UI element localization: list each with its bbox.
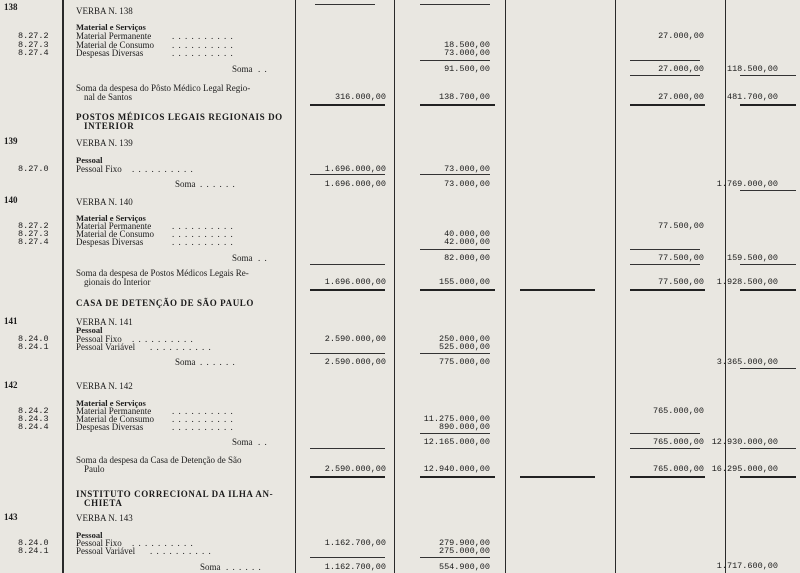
rule <box>420 433 490 434</box>
leader-dots: . . . . . . . . . . <box>150 546 212 556</box>
rule <box>630 104 705 106</box>
item-code: 8.24.3 <box>18 414 49 424</box>
rule <box>420 4 490 5</box>
item-code: 8.24.0 <box>18 538 49 548</box>
value-cell: 27.000,00 <box>658 31 704 41</box>
sub-heading: Material e Serviços <box>76 22 146 32</box>
value-cell: 12.165.000,00 <box>423 437 490 447</box>
verba-title: VERBA N. 138 <box>76 6 133 16</box>
item-code: 8.27.3 <box>18 229 49 239</box>
leader-dots: . . <box>258 64 268 74</box>
item-number: 138 <box>4 2 18 12</box>
rule <box>630 448 700 449</box>
leader-dots: . . . . . . <box>200 179 236 189</box>
value-cell: 275.000,00 <box>438 546 490 556</box>
total-label: Soma da despesa do Pôsto Médico Legal Regio- <box>76 83 251 93</box>
sub-heading: Material e Serviços <box>76 213 146 223</box>
rule <box>630 249 700 250</box>
sub-heading: Pessoal <box>76 155 103 165</box>
value-cell: 73.000,00 <box>444 48 490 58</box>
value-cell: 155.000,00 <box>438 277 490 287</box>
rule <box>630 75 700 76</box>
value-cell: 73.000,00 <box>444 164 490 174</box>
col-rule-4 <box>505 0 506 573</box>
value-cell: 1.696.000,00 <box>324 164 386 174</box>
leader-dots: . . . . . . . . . . <box>150 342 212 352</box>
leader-dots: . . . . . . . . . . <box>172 422 234 432</box>
leader-dots: . . . . . . . . . . <box>172 406 234 416</box>
rule <box>740 104 796 106</box>
item-code: 8.27.4 <box>18 237 49 247</box>
item-code: 8.24.1 <box>18 546 49 556</box>
item-code: 8.27.0 <box>18 164 49 174</box>
rule <box>420 353 490 354</box>
value-cell: 18.500,00 <box>444 40 490 50</box>
item-number: 139 <box>4 136 18 146</box>
value-cell: 27.000,00 <box>658 64 704 74</box>
item-desc: Pessoal Fixo <box>76 538 122 548</box>
value-cell: 481.700,00 <box>726 92 778 102</box>
leader-dots: . . . . . . . . . . <box>172 40 234 50</box>
item-desc: Despesas Diversas <box>76 422 144 432</box>
value-cell: 525.000,00 <box>438 342 490 352</box>
total-label: nal de Santos <box>84 92 132 102</box>
leader-dots: . . . . . . <box>226 562 262 572</box>
value-cell: 775.000,00 <box>438 357 490 367</box>
value-cell: 250.000,00 <box>438 334 490 344</box>
rule <box>420 476 495 478</box>
value-cell: 2.590.000,00 <box>324 464 386 474</box>
value-cell: 118.500,00 <box>726 64 778 74</box>
rule <box>740 368 796 369</box>
section-heading: CHIETA <box>84 498 123 508</box>
leader-dots: . . . . . . . . . . <box>172 48 234 58</box>
value-cell: 554.900,00 <box>438 562 490 572</box>
value-cell: 27.000,00 <box>658 92 704 102</box>
rule <box>740 264 796 265</box>
rule <box>420 249 490 250</box>
value-cell: 12.940.000,00 <box>423 464 490 474</box>
item-desc: Material Permanente <box>76 31 152 41</box>
value-cell: 11.275.000,00 <box>423 414 490 424</box>
value-cell: 40.000,00 <box>444 229 490 239</box>
rule <box>420 60 490 61</box>
leader-dots: . . . . . . . . . . <box>132 538 194 548</box>
value-cell: 1.928.500,00 <box>716 277 778 287</box>
section-heading: POSTOS MÉDICOS LEGAIS REGIONAIS DO <box>76 112 283 122</box>
item-code: 8.24.1 <box>18 342 49 352</box>
soma-label: Soma <box>200 562 221 572</box>
item-desc: Pessoal Fixo <box>76 334 122 344</box>
section-heading: CASA DE DETENÇÃO DE SÃO PAULO <box>76 298 255 308</box>
col-rule-1 <box>62 0 64 573</box>
soma-label: Soma <box>175 357 196 367</box>
value-cell: 16.295.000,00 <box>711 464 778 474</box>
value-cell: 77.500,00 <box>658 221 704 231</box>
rule <box>310 289 385 291</box>
rule <box>310 104 385 106</box>
item-code: 8.24.4 <box>18 422 49 432</box>
leader-dots: . . . . . . . . . . <box>172 221 234 231</box>
value-cell: 765.000,00 <box>652 464 704 474</box>
rule <box>630 476 705 478</box>
rule <box>310 353 385 354</box>
leader-dots: . . <box>258 437 268 447</box>
item-code: 8.27.2 <box>18 31 49 41</box>
value-cell: 1.162.700,00 <box>324 562 386 572</box>
total-label: Paulo <box>84 464 105 474</box>
rule <box>630 60 700 61</box>
item-code: 8.27.3 <box>18 40 49 50</box>
rule <box>310 557 385 558</box>
item-desc: Pessoal Fixo <box>76 164 122 174</box>
sub-heading: Material e Serviços <box>76 398 146 408</box>
verba-title: VERBA N. 143 <box>76 513 133 523</box>
soma-label: Soma <box>232 64 253 74</box>
rule <box>310 476 385 478</box>
total-label: gionais do Interior <box>84 277 151 287</box>
verba-title: VERBA N. 139 <box>76 138 133 148</box>
item-desc: Despesas Diversas <box>76 48 144 58</box>
value-cell: 1.769.000,00 <box>716 179 778 189</box>
rule <box>310 448 385 449</box>
rule <box>740 190 796 191</box>
rule <box>630 264 700 265</box>
item-code: 8.24.0 <box>18 334 49 344</box>
soma-label: Soma <box>232 253 253 263</box>
value-cell: 77.500,00 <box>658 277 704 287</box>
item-desc: Pessoal Variável <box>76 342 136 352</box>
value-cell: 2.590.000,00 <box>324 357 386 367</box>
leader-dots: . . . . . . . . . . <box>132 334 194 344</box>
value-cell: 1.162.700,00 <box>324 538 386 548</box>
rule <box>740 476 796 478</box>
value-cell: 159.500,00 <box>726 253 778 263</box>
soma-label: Soma <box>232 437 253 447</box>
value-cell: 77.500,00 <box>658 253 704 263</box>
rule <box>420 557 490 558</box>
value-cell: 91.500,00 <box>444 64 490 74</box>
rule <box>740 448 796 449</box>
value-cell: 3.365.000,00 <box>716 357 778 367</box>
value-cell: 73.000,00 <box>444 179 490 189</box>
rule <box>520 289 595 291</box>
item-desc: Pessoal Variável <box>76 546 136 556</box>
value-cell: 42.000,00 <box>444 237 490 247</box>
item-number: 142 <box>4 380 18 390</box>
value-cell: 1.696.000,00 <box>324 179 386 189</box>
item-code: 8.27.4 <box>18 48 49 58</box>
leader-dots: . . . . . . . . . . <box>172 229 234 239</box>
leader-dots: . . . . . . . . . . <box>172 237 234 247</box>
rule <box>630 433 700 434</box>
verba-title: VERBA N. 140 <box>76 197 133 207</box>
value-cell: 12.930.000,00 <box>711 437 778 447</box>
section-heading: INSTITUTO CORRECIONAL DA ILHA AN- <box>76 489 274 499</box>
item-desc: Material de Consumo <box>76 414 154 424</box>
rule <box>420 289 495 291</box>
leader-dots: . . <box>258 253 268 263</box>
leader-dots: . . . . . . . . . . <box>132 164 194 174</box>
value-cell: 765.000,00 <box>652 406 704 416</box>
value-cell: 2.590.000,00 <box>324 334 386 344</box>
value-cell: 279.900,00 <box>438 538 490 548</box>
rule <box>310 174 385 175</box>
rule <box>420 174 490 175</box>
leader-dots: . . . . . . <box>200 357 236 367</box>
rule <box>315 4 375 5</box>
value-cell: 890.000,00 <box>438 422 490 432</box>
section-heading: INTERIOR <box>84 121 135 131</box>
value-cell: 82.000,00 <box>444 253 490 263</box>
value-cell: 138.700,00 <box>438 92 490 102</box>
total-label: Soma da despesa de Postos Médicos Legais Re- <box>76 268 249 278</box>
rule <box>630 289 705 291</box>
rule <box>520 476 595 478</box>
value-cell: 765.000,00 <box>652 437 704 447</box>
item-desc: Material de Consumo <box>76 40 154 50</box>
item-code: 8.27.2 <box>18 221 49 231</box>
rule <box>420 104 495 106</box>
item-number: 141 <box>4 316 18 326</box>
item-number: 143 <box>4 512 18 522</box>
rule <box>740 75 796 76</box>
value-cell: 316.000,00 <box>334 92 386 102</box>
value-cell: 1.717.600,00 <box>716 561 778 571</box>
item-code: 8.24.2 <box>18 406 49 416</box>
sub-heading: Pessoal <box>76 325 103 335</box>
item-desc: Material Permanente <box>76 406 152 416</box>
item-desc: Material de Consumo <box>76 229 154 239</box>
leader-dots: . . . . . . . . . . <box>172 31 234 41</box>
value-cell: 1.696.000,00 <box>324 277 386 287</box>
leader-dots: . . . . . . . . . . <box>172 414 234 424</box>
soma-label: Soma <box>175 179 196 189</box>
sub-heading: Pessoal <box>76 530 103 540</box>
verba-title: VERBA N. 142 <box>76 381 133 391</box>
total-label: Soma da despesa da Casa de Detenção de São <box>76 455 242 465</box>
item-desc: Despesas Diversas <box>76 237 144 247</box>
item-desc: Material Permanente <box>76 221 152 231</box>
verba-title: VERBA N. 141 <box>76 317 133 327</box>
rule <box>310 264 385 265</box>
rule <box>740 289 796 291</box>
item-number: 140 <box>4 195 18 205</box>
